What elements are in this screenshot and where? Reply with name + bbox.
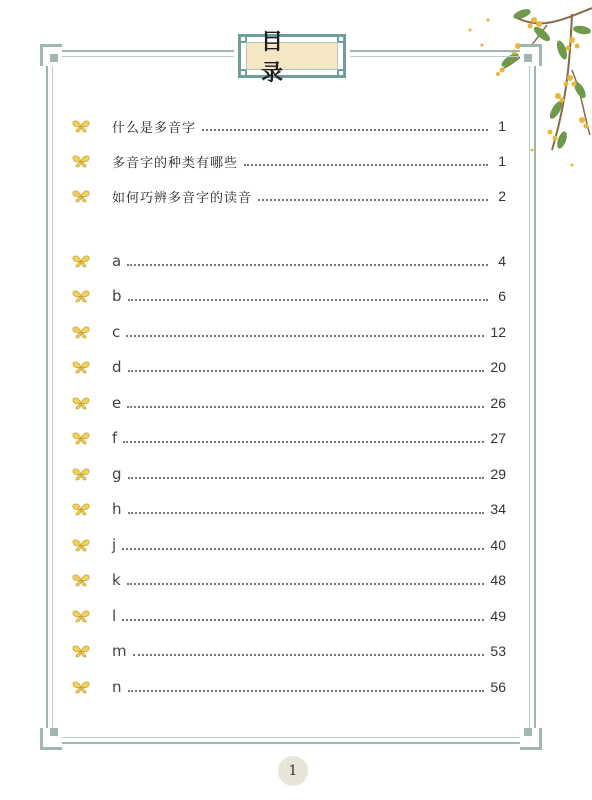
toc-entry-page: 4 [498,253,506,269]
butterfly-icon [72,189,90,203]
dotted-leader [127,264,488,266]
title-ornament [239,69,247,77]
toc-entry-label: e [112,394,122,412]
toc-entry-label: k [112,571,121,589]
dotted-leader [122,619,484,621]
page-title: 目 录 [261,29,298,86]
frame-corner-dot [50,728,58,736]
title-plaque [234,29,350,86]
toc-entry[interactable] [72,640,506,662]
butterfly-icon [72,431,90,445]
toc-entry[interactable] [72,498,506,520]
dotted-leader [127,406,484,408]
toc-entry-page: 1 [498,153,506,169]
butterfly-icon [72,325,90,339]
toc-entry-page: 56 [490,679,506,695]
toc-entry-label: l [112,607,117,625]
butterfly-icon [72,502,90,516]
butterfly-icon [72,289,90,303]
dotted-leader [126,335,484,337]
dotted-leader [122,548,484,550]
toc-entry-label: 如何巧辨多音字的读音 [112,190,253,206]
butterfly-icon [72,119,90,133]
toc-entry-page: 53 [490,643,506,659]
toc-entry-label: g [112,465,122,483]
toc-entry-page: 48 [490,572,506,588]
title-ornament [337,69,345,77]
dotted-leader [128,512,485,514]
butterfly-icon [72,573,90,587]
toc-entry[interactable] [72,534,506,556]
frame-corner-dot [524,54,532,62]
dotted-leader [128,370,485,372]
toc-entry-label: b [112,287,122,305]
toc-entry-page: 12 [490,324,506,340]
butterfly-icon [72,609,90,623]
toc-entry-label: m [112,642,127,660]
butterfly-icon [72,254,90,268]
frame-corner-dot [524,728,532,736]
toc-entry[interactable] [72,463,506,485]
butterfly-icon [72,680,90,694]
toc-entry-page: 27 [490,430,506,446]
toc-entry[interactable] [72,285,506,307]
butterfly-icon [72,396,90,410]
toc-entry-label: d [112,358,122,376]
toc-entry[interactable] [72,392,506,414]
dotted-leader [244,164,488,166]
toc-entry-page: 40 [490,537,506,553]
toc-entry-page: 2 [498,188,506,204]
toc-entry[interactable] [72,427,506,449]
toc-entry-label: 多音字的种类有哪些 [112,155,239,171]
toc-entry[interactable] [72,250,506,272]
title-box [238,29,346,86]
page-number: 1 [278,756,308,786]
butterfly-icon [72,154,90,168]
toc-entry-label: f [112,429,118,447]
toc-entry-label: h [112,500,122,518]
dotted-leader [127,583,485,585]
toc-entry[interactable] [72,356,506,378]
butterfly-icon [72,467,90,481]
toc-entry-page: 1 [498,118,506,134]
toc-entry[interactable] [72,115,506,137]
dotted-leader [128,477,485,479]
dotted-leader [133,654,485,656]
toc-entry-page: 34 [490,501,506,517]
toc-entry-page: 6 [498,288,506,304]
toc-entry[interactable] [72,185,506,207]
toc-entry-page: 29 [490,466,506,482]
toc-entry-page: 20 [490,359,506,375]
butterfly-icon [72,644,90,658]
toc-entry-page: 26 [490,395,506,411]
toc-entry[interactable] [72,321,506,343]
dotted-leader [202,129,488,131]
toc-entry[interactable] [72,150,506,172]
toc-entry[interactable] [72,676,506,698]
toc-entry-label: j [112,536,117,554]
dotted-leader [258,199,488,201]
toc-entry[interactable] [72,605,506,627]
toc-entry[interactable] [72,569,506,591]
toc-entry-page: 49 [490,608,506,624]
title-ornament [337,35,345,43]
dotted-leader [123,441,484,443]
toc-entry-label: a [112,252,122,270]
toc-entry-label: 什么是多音字 [112,120,197,136]
dotted-leader [128,690,485,692]
butterfly-icon [72,538,90,552]
toc-entry-label: n [112,678,122,696]
butterfly-icon [72,360,90,374]
title-inner [246,29,338,86]
frame-corner-dot [50,54,58,62]
toc-entry-label: c [112,323,121,341]
dotted-leader [128,299,488,301]
